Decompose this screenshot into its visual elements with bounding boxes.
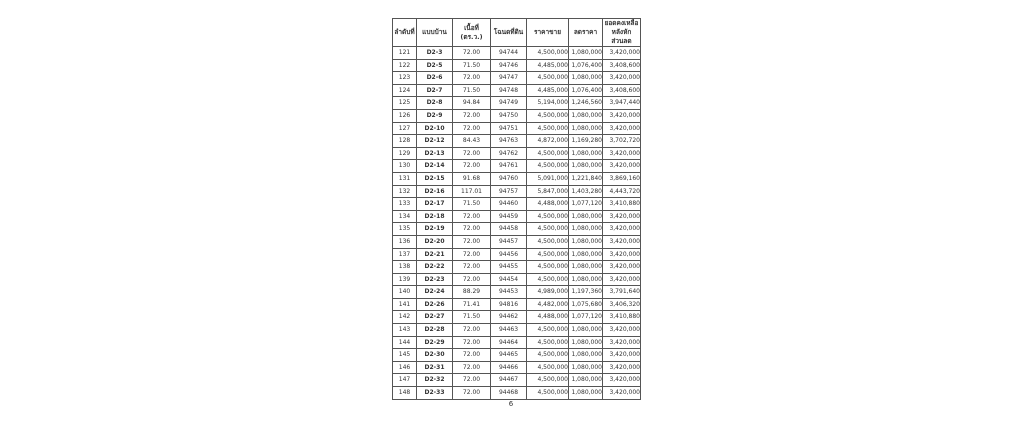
- cell-price: 4,500,000: [527, 147, 569, 160]
- cell-area: 72.00: [453, 261, 491, 274]
- cell-area: 88.29: [453, 286, 491, 299]
- cell-price: 4,500,000: [527, 160, 569, 173]
- cell-area: 72.00: [453, 47, 491, 60]
- cell-price: 4,500,000: [527, 122, 569, 135]
- cell-net-price: 3,420,000: [603, 160, 641, 173]
- cell-net-price: 3,420,000: [603, 336, 641, 349]
- cell-area: 91.68: [453, 172, 491, 185]
- cell-model: D2-10: [417, 122, 453, 135]
- cell-price: 4,500,000: [527, 210, 569, 223]
- table-row: [393, 248, 641, 261]
- cell-discount: 1,080,000: [569, 147, 603, 160]
- cell-model: D2-31: [417, 361, 453, 374]
- table-row: [393, 135, 641, 148]
- cell-deed: 94465: [491, 349, 527, 362]
- cell-discount: 1,080,000: [569, 361, 603, 374]
- cell-discount: 1,080,000: [569, 122, 603, 135]
- table-row: [393, 235, 641, 248]
- cell-area: 72.00: [453, 248, 491, 261]
- table-row: [393, 122, 641, 135]
- cell-model: D2-15: [417, 172, 453, 185]
- table-row: [393, 223, 641, 236]
- cell-price: 4,500,000: [527, 336, 569, 349]
- table-row: [393, 261, 641, 274]
- cell-deed: 94458: [491, 223, 527, 236]
- cell-deed: 94816: [491, 298, 527, 311]
- cell-deed: 94457: [491, 235, 527, 248]
- cell-index: 129: [393, 147, 417, 160]
- cell-deed: 94468: [491, 387, 527, 400]
- cell-area: 71.50: [453, 59, 491, 72]
- cell-model: D2-19: [417, 223, 453, 236]
- cell-discount: 1,080,000: [569, 273, 603, 286]
- cell-net-price: 3,408,600: [603, 84, 641, 97]
- table-row: [393, 387, 641, 400]
- cell-index: 131: [393, 172, 417, 185]
- table-row: [393, 185, 641, 198]
- cell-price: 4,485,000: [527, 84, 569, 97]
- cell-model: D2-17: [417, 198, 453, 211]
- cell-price: 5,847,000: [527, 185, 569, 198]
- cell-index: 138: [393, 261, 417, 274]
- cell-discount: 1,077,120: [569, 311, 603, 324]
- cell-discount: 1,080,000: [569, 261, 603, 274]
- cell-index: 142: [393, 311, 417, 324]
- cell-area: 72.00: [453, 223, 491, 236]
- cell-model: D2-5: [417, 59, 453, 72]
- cell-deed: 94464: [491, 336, 527, 349]
- table-row: [393, 210, 641, 223]
- cell-net-price: 3,420,000: [603, 387, 641, 400]
- cell-net-price: 3,406,320: [603, 298, 641, 311]
- cell-price: 4,500,000: [527, 273, 569, 286]
- cell-deed: 94761: [491, 160, 527, 173]
- cell-area: 84.43: [453, 135, 491, 148]
- cell-index: 146: [393, 361, 417, 374]
- cell-index: 141: [393, 298, 417, 311]
- cell-model: D2-13: [417, 147, 453, 160]
- cell-model: D2-24: [417, 286, 453, 299]
- cell-index: 122: [393, 59, 417, 72]
- cell-net-price: 3,410,880: [603, 198, 641, 211]
- page-number: 6: [508, 400, 514, 408]
- cell-area: 94.84: [453, 97, 491, 110]
- cell-index: 132: [393, 185, 417, 198]
- cell-net-price: 3,420,000: [603, 223, 641, 236]
- cell-price: 4,485,000: [527, 59, 569, 72]
- cell-deed: 94454: [491, 273, 527, 286]
- cell-net-price: 3,420,000: [603, 361, 641, 374]
- cell-price: 4,500,000: [527, 361, 569, 374]
- cell-area: 72.00: [453, 210, 491, 223]
- cell-area: 72.00: [453, 349, 491, 362]
- cell-area: 72.00: [453, 374, 491, 387]
- cell-net-price: 3,420,000: [603, 72, 641, 85]
- cell-area: 72.00: [453, 72, 491, 85]
- cell-discount: 1,080,000: [569, 109, 603, 122]
- cell-discount: 1,075,680: [569, 298, 603, 311]
- cell-index: 144: [393, 336, 417, 349]
- table-row: [393, 286, 641, 299]
- table-row: [393, 160, 641, 173]
- cell-discount: 1,080,000: [569, 160, 603, 173]
- cell-net-price: 3,791,640: [603, 286, 641, 299]
- header-price: ราคาขาย: [527, 19, 569, 47]
- cell-discount: 1,080,000: [569, 324, 603, 337]
- header-discount: ลดราคา: [569, 19, 603, 47]
- cell-index: 136: [393, 235, 417, 248]
- table-row: [393, 97, 641, 110]
- cell-deed: 94453: [491, 286, 527, 299]
- cell-area: 72.00: [453, 109, 491, 122]
- cell-price: 4,500,000: [527, 349, 569, 362]
- table-body: [393, 47, 641, 400]
- cell-model: D2-16: [417, 185, 453, 198]
- cell-model: D2-21: [417, 248, 453, 261]
- cell-index: 134: [393, 210, 417, 223]
- cell-model: D2-8: [417, 97, 453, 110]
- cell-deed: 94460: [491, 198, 527, 211]
- cell-deed: 94467: [491, 374, 527, 387]
- cell-discount: 1,080,000: [569, 72, 603, 85]
- cell-price: 4,500,000: [527, 47, 569, 60]
- cell-deed: 94763: [491, 135, 527, 148]
- cell-net-price: 3,420,000: [603, 349, 641, 362]
- header-net-price: ยอดคงเหลือหลังหักส่วนลด: [603, 19, 641, 47]
- cell-model: D2-20: [417, 235, 453, 248]
- cell-net-price: 3,410,880: [603, 311, 641, 324]
- cell-deed: 94466: [491, 361, 527, 374]
- cell-discount: 1,197,360: [569, 286, 603, 299]
- cell-area: 72.00: [453, 122, 491, 135]
- cell-area: 71.50: [453, 198, 491, 211]
- cell-area: 71.50: [453, 84, 491, 97]
- cell-discount: 1,080,000: [569, 336, 603, 349]
- cell-model: D2-29: [417, 336, 453, 349]
- cell-discount: 1,080,000: [569, 387, 603, 400]
- cell-index: 126: [393, 109, 417, 122]
- cell-discount: 1,080,000: [569, 248, 603, 261]
- cell-net-price: 3,420,000: [603, 235, 641, 248]
- cell-index: 130: [393, 160, 417, 173]
- cell-model: D2-6: [417, 72, 453, 85]
- table-row: [393, 273, 641, 286]
- cell-deed: 94462: [491, 311, 527, 324]
- cell-index: 125: [393, 97, 417, 110]
- cell-net-price: 3,420,000: [603, 374, 641, 387]
- cell-price: 4,500,000: [527, 248, 569, 261]
- cell-net-price: 3,420,000: [603, 261, 641, 274]
- cell-deed: 94456: [491, 248, 527, 261]
- cell-discount: 1,080,000: [569, 47, 603, 60]
- cell-area: 72.00: [453, 160, 491, 173]
- cell-discount: 1,246,560: [569, 97, 603, 110]
- cell-index: 137: [393, 248, 417, 261]
- cell-price: 4,488,000: [527, 198, 569, 211]
- header-deed: โฉนดที่ดิน: [491, 19, 527, 47]
- cell-model: D2-23: [417, 273, 453, 286]
- cell-price: 4,500,000: [527, 223, 569, 236]
- cell-model: D2-14: [417, 160, 453, 173]
- cell-deed: 94748: [491, 84, 527, 97]
- cell-discount: 1,076,400: [569, 84, 603, 97]
- table-row: [393, 374, 641, 387]
- cell-deed: 94757: [491, 185, 527, 198]
- table-row: [393, 198, 641, 211]
- cell-model: D2-28: [417, 324, 453, 337]
- cell-model: D2-3: [417, 47, 453, 60]
- cell-deed: 94750: [491, 109, 527, 122]
- cell-index: 148: [393, 387, 417, 400]
- cell-area: 71.41: [453, 298, 491, 311]
- table-row: [393, 361, 641, 374]
- cell-price: 4,500,000: [527, 261, 569, 274]
- header-index: ลำดับที่: [393, 19, 417, 47]
- table-row: [393, 336, 641, 349]
- cell-model: D2-22: [417, 261, 453, 274]
- cell-area: 72.00: [453, 336, 491, 349]
- cell-index: 140: [393, 286, 417, 299]
- cell-area: 117.01: [453, 185, 491, 198]
- table-row: [393, 84, 641, 97]
- cell-discount: 1,080,000: [569, 374, 603, 387]
- cell-discount: 1,080,000: [569, 235, 603, 248]
- cell-discount: 1,077,120: [569, 198, 603, 211]
- cell-price: 4,989,000: [527, 286, 569, 299]
- cell-price: 5,091,000: [527, 172, 569, 185]
- cell-area: 72.00: [453, 324, 491, 337]
- cell-discount: 1,076,400: [569, 59, 603, 72]
- cell-price: 4,482,000: [527, 298, 569, 311]
- cell-model: D2-32: [417, 374, 453, 387]
- cell-price: 4,488,000: [527, 311, 569, 324]
- cell-index: 128: [393, 135, 417, 148]
- cell-net-price: 3,420,000: [603, 324, 641, 337]
- cell-price: 4,500,000: [527, 387, 569, 400]
- header-model: แบบบ้าน: [417, 19, 453, 47]
- table-row: [393, 109, 641, 122]
- cell-discount: 1,221,840: [569, 172, 603, 185]
- cell-price: 4,500,000: [527, 235, 569, 248]
- table-row: [393, 47, 641, 60]
- cell-price: 4,500,000: [527, 374, 569, 387]
- cell-net-price: 3,947,440: [603, 97, 641, 110]
- cell-model: D2-33: [417, 387, 453, 400]
- cell-price: 4,500,000: [527, 324, 569, 337]
- table-row: [393, 72, 641, 85]
- table-row: [393, 172, 641, 185]
- price-table: [392, 18, 641, 400]
- cell-net-price: 3,702,720: [603, 135, 641, 148]
- cell-deed: 94760: [491, 172, 527, 185]
- cell-index: 145: [393, 349, 417, 362]
- cell-discount: 1,080,000: [569, 349, 603, 362]
- cell-index: 127: [393, 122, 417, 135]
- table-header-row: [393, 19, 641, 47]
- cell-model: D2-7: [417, 84, 453, 97]
- cell-net-price: 3,869,160: [603, 172, 641, 185]
- cell-index: 133: [393, 198, 417, 211]
- cell-index: 124: [393, 84, 417, 97]
- header-area: เนื้อที่ (ตร.ว.): [453, 19, 491, 47]
- table-row: [393, 311, 641, 324]
- cell-net-price: 3,420,000: [603, 122, 641, 135]
- cell-net-price: 3,420,000: [603, 109, 641, 122]
- cell-price: 4,500,000: [527, 72, 569, 85]
- table-row: [393, 59, 641, 72]
- cell-index: 143: [393, 324, 417, 337]
- cell-area: 72.00: [453, 387, 491, 400]
- cell-net-price: 3,420,000: [603, 210, 641, 223]
- cell-discount: 1,080,000: [569, 223, 603, 236]
- cell-discount: 1,169,280: [569, 135, 603, 148]
- cell-index: 147: [393, 374, 417, 387]
- cell-model: D2-27: [417, 311, 453, 324]
- table-row: [393, 147, 641, 160]
- cell-deed: 94459: [491, 210, 527, 223]
- cell-price: 4,500,000: [527, 109, 569, 122]
- cell-deed: 94744: [491, 47, 527, 60]
- cell-index: 121: [393, 47, 417, 60]
- cell-net-price: 3,420,000: [603, 147, 641, 160]
- cell-net-price: 3,420,000: [603, 248, 641, 261]
- cell-net-price: 3,420,000: [603, 273, 641, 286]
- cell-area: 72.00: [453, 361, 491, 374]
- cell-model: D2-12: [417, 135, 453, 148]
- cell-model: D2-30: [417, 349, 453, 362]
- cell-area: 72.00: [453, 273, 491, 286]
- cell-area: 72.00: [453, 235, 491, 248]
- cell-discount: 1,403,280: [569, 185, 603, 198]
- cell-area: 71.50: [453, 311, 491, 324]
- cell-discount: 1,080,000: [569, 210, 603, 223]
- cell-net-price: 3,408,600: [603, 59, 641, 72]
- cell-deed: 94746: [491, 59, 527, 72]
- cell-model: D2-9: [417, 109, 453, 122]
- table-row: [393, 324, 641, 337]
- cell-price: 4,872,000: [527, 135, 569, 148]
- cell-index: 139: [393, 273, 417, 286]
- cell-model: D2-18: [417, 210, 453, 223]
- cell-net-price: 3,420,000: [603, 47, 641, 60]
- cell-deed: 94463: [491, 324, 527, 337]
- cell-index: 123: [393, 72, 417, 85]
- cell-model: D2-26: [417, 298, 453, 311]
- cell-deed: 94455: [491, 261, 527, 274]
- cell-deed: 94751: [491, 122, 527, 135]
- cell-deed: 94762: [491, 147, 527, 160]
- cell-net-price: 4,443,720: [603, 185, 641, 198]
- table-row: [393, 298, 641, 311]
- cell-index: 135: [393, 223, 417, 236]
- table-row: [393, 349, 641, 362]
- cell-area: 72.00: [453, 147, 491, 160]
- cell-price: 5,194,000: [527, 97, 569, 110]
- cell-deed: 94749: [491, 97, 527, 110]
- cell-deed: 94747: [491, 72, 527, 85]
